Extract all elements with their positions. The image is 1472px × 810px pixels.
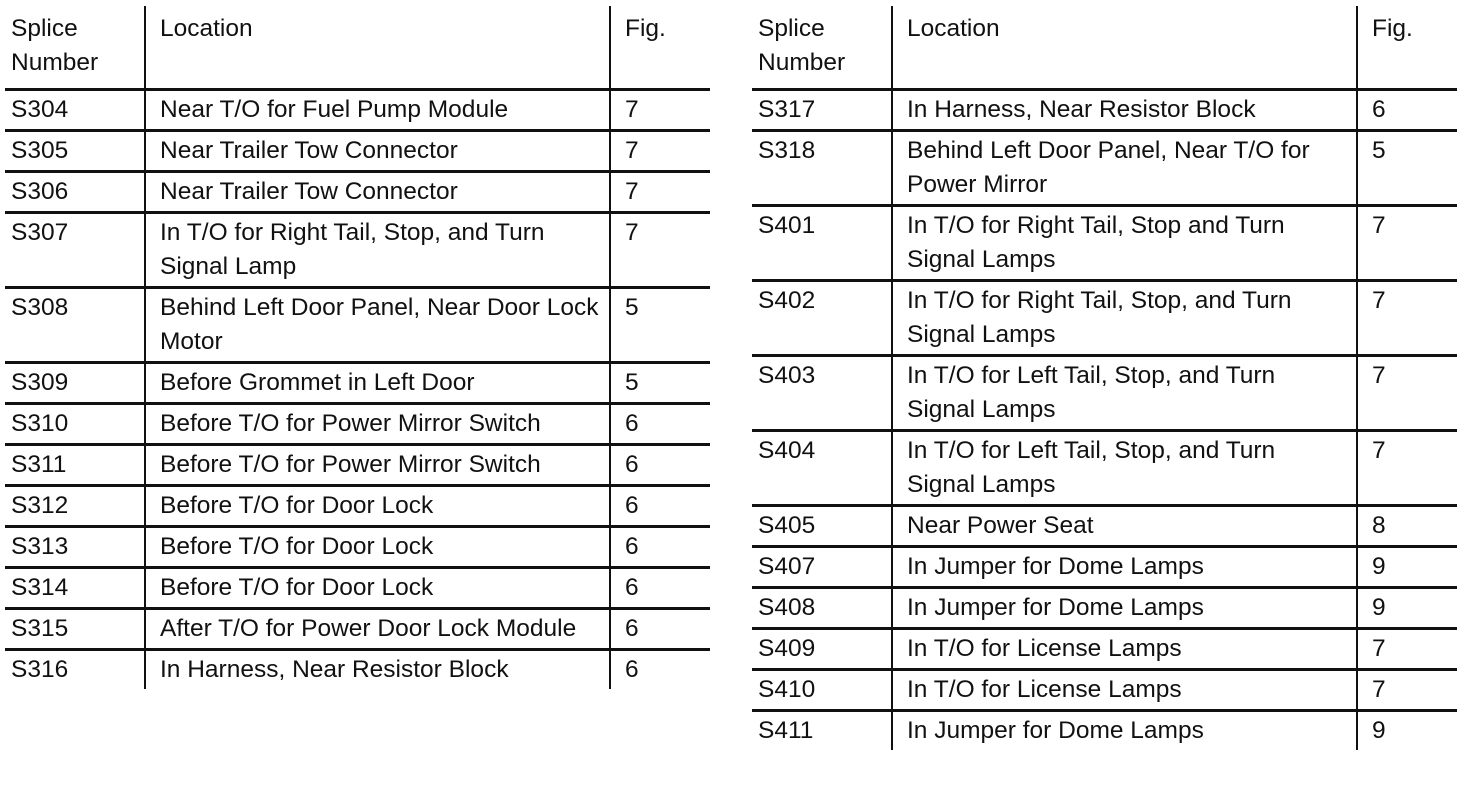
fig-cell: 7 [1357,281,1457,356]
table-row [752,547,1457,588]
fig-cell: 9 [1357,588,1457,629]
fig-cell: 6 [1357,90,1457,131]
fig-cell: 5 [1357,131,1457,206]
table-row [5,486,710,527]
fig-cell: 7 [610,90,710,131]
table-row [5,445,710,486]
location-cell: Before Grommet in Left Door [145,363,610,404]
location-cell: Behind Left Door Panel, Near Door Lock Motor [145,288,610,363]
fig-cell: 7 [610,172,710,213]
splice-number-cell: S311 [5,445,145,486]
splice-number-cell: S314 [5,568,145,609]
table-row [5,90,710,131]
location-cell: After T/O for Power Door Lock Module [145,609,610,650]
location-cell: In T/O for License Lamps [892,629,1357,670]
splice-table-left [5,6,710,689]
table-row [5,609,710,650]
location-cell: In T/O for License Lamps [892,670,1357,711]
fig-cell: 7 [1357,356,1457,431]
table-row [752,588,1457,629]
header-splice-number: Splice Number [11,15,99,76]
table-row [752,670,1457,711]
header-location: Location [145,6,610,90]
fig-cell: 6 [610,568,710,609]
location-cell: In Jumper for Dome Lamps [892,547,1357,588]
location-cell: In T/O for Right Tail, Stop, and Turn Signal Lamp [145,213,610,288]
table-row [5,288,710,363]
splice-number-cell: S304 [5,90,145,131]
location-cell: Behind Left Door Panel, Near T/O for Power Mirror [892,131,1357,206]
splice-table-right [752,6,1457,750]
table-row [5,404,710,445]
splice-number-cell: S402 [752,281,892,356]
fig-cell: 9 [1357,547,1457,588]
fig-cell: 6 [610,404,710,445]
location-cell: Before T/O for Door Lock [145,527,610,568]
location-cell: Near Trailer Tow Connector [145,131,610,172]
fig-cell: 8 [1357,506,1457,547]
fig-cell: 7 [1357,670,1457,711]
location-cell: Before T/O for Door Lock [145,486,610,527]
table-row [752,90,1457,131]
fig-cell: 7 [610,213,710,288]
fig-cell: 7 [1357,629,1457,670]
splice-number-cell: S310 [5,404,145,445]
table-row [5,527,710,568]
table-row [5,213,710,288]
table-row [752,431,1457,506]
table-row [752,356,1457,431]
fig-cell: 7 [610,131,710,172]
location-cell: In T/O for Right Tail, Stop and Turn Signal Lamps [892,206,1357,281]
location-cell: Before T/O for Door Lock [145,568,610,609]
splice-number-cell: S411 [752,711,892,751]
splice-number-cell: S308 [5,288,145,363]
table-row [752,629,1457,670]
location-cell: Near T/O for Fuel Pump Module [145,90,610,131]
splice-number-cell: S407 [752,547,892,588]
fig-cell: 6 [610,650,710,690]
location-cell: In T/O for Right Tail, Stop, and Turn Signal Lamps [892,281,1357,356]
location-cell: Near Trailer Tow Connector [145,172,610,213]
splice-number-cell: S313 [5,527,145,568]
splice-number-cell: S316 [5,650,145,690]
table-row [5,131,710,172]
location-cell: In Jumper for Dome Lamps [892,588,1357,629]
splice-number-cell: S317 [752,90,892,131]
fig-cell: 6 [610,609,710,650]
location-cell: In T/O for Left Tail, Stop, and Turn Signal Lamps [892,431,1357,506]
header-fig: Fig. [1357,6,1457,90]
table-row [5,172,710,213]
location-cell: Near Power Seat [892,506,1357,547]
location-cell: In T/O for Left Tail, Stop, and Turn Signal Lamps [892,356,1357,431]
header-splice-number: Splice Number [758,15,846,76]
fig-cell: 5 [610,363,710,404]
location-cell: Before T/O for Power Mirror Switch [145,445,610,486]
table-row [5,363,710,404]
table-row [752,206,1457,281]
table-row [752,711,1457,751]
table-header-row [5,6,710,90]
fig-cell: 6 [610,445,710,486]
fig-cell: 5 [610,288,710,363]
fig-cell: 6 [610,527,710,568]
splice-number-cell: S306 [5,172,145,213]
splice-number-cell: S318 [752,131,892,206]
splice-number-cell: S403 [752,356,892,431]
splice-number-cell: S409 [752,629,892,670]
splice-number-cell: S315 [5,609,145,650]
location-cell: In Harness, Near Resistor Block [145,650,610,690]
splice-number-cell: S305 [5,131,145,172]
table-row [752,131,1457,206]
table-row [5,568,710,609]
fig-cell: 6 [610,486,710,527]
fig-cell: 9 [1357,711,1457,751]
fig-cell: 7 [1357,206,1457,281]
splice-number-cell: S307 [5,213,145,288]
splice-number-cell: S405 [752,506,892,547]
splice-number-cell: S401 [752,206,892,281]
table-row [5,650,710,690]
location-cell: In Harness, Near Resistor Block [892,90,1357,131]
splice-number-cell: S404 [752,431,892,506]
table-row [752,281,1457,356]
header-location: Location [892,6,1357,90]
header-fig: Fig. [610,6,710,90]
fig-cell: 7 [1357,431,1457,506]
splice-number-cell: S410 [752,670,892,711]
splice-number-cell: S312 [5,486,145,527]
table-row [752,506,1457,547]
splice-number-cell: S408 [752,588,892,629]
splice-number-cell: S309 [5,363,145,404]
table-header-row [752,6,1457,90]
location-cell: Before T/O for Power Mirror Switch [145,404,610,445]
location-cell: In Jumper for Dome Lamps [892,711,1357,751]
